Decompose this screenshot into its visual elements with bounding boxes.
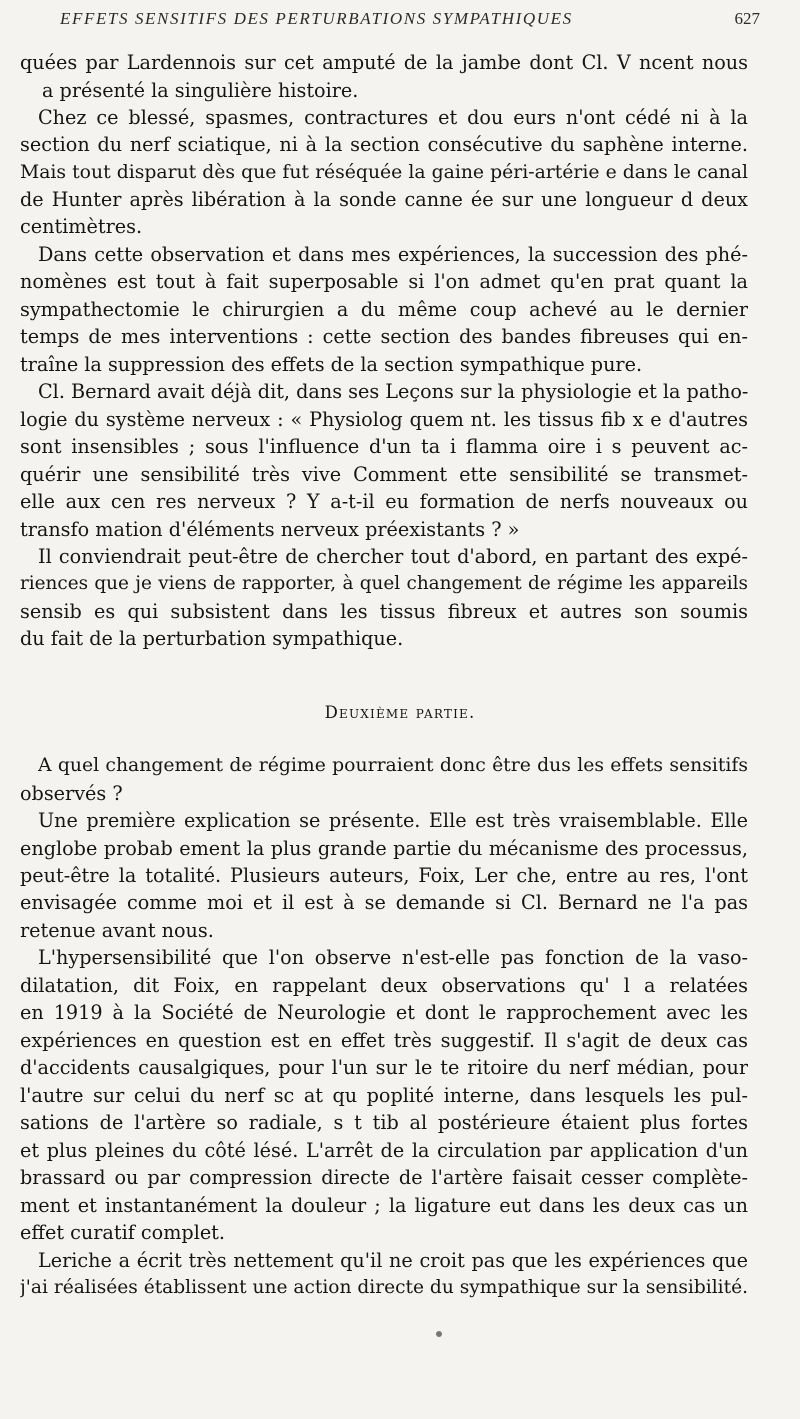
text-line: Chez ce blessé, spasmes, contractures et dou eurs n'ont cédé ni à la: [38, 106, 748, 129]
text-line: en 1919 à la Société de Neurologie et dont le rapprochement avec les: [20, 1001, 748, 1024]
text-line: dilatation, dit Foix, en rappelant deux observations qu' l a relatées: [20, 974, 748, 997]
text-line: transfo mation d'éléments nerveux préexistants ? »: [20, 518, 520, 541]
text-line: L'hypersensibilité que l'on observe n'est-elle pas fonction de la vaso-: [38, 946, 748, 969]
text-line: Mais tout disparut dès que fut réséquée la gaine péri-artérie e dans le canal: [20, 162, 748, 183]
text-line: de Hunter après libération à la sonde canne ée sur une longueur d deux: [20, 188, 748, 211]
text-line: sympathectomie le chirurgien a du même coup achevé au le dernier: [20, 298, 748, 321]
text-line: brassard ou par compression directe de l'artère faisait cesser complète-: [20, 1166, 748, 1189]
text-line: Il conviendrait peut-être de chercher tout d'abord, en partant des expé-: [38, 545, 748, 568]
text-line: traîne la suppression des effets de la section sympathique pure.: [20, 353, 643, 376]
page-number: 627: [734, 9, 760, 28]
text-line: ment et instantanément la douleur ; la ligature eut dans les deux cas un: [20, 1194, 748, 1217]
text-line: j'ai réalisées établissent une action directe du sympathique sur la sensibilité.: [20, 1277, 748, 1298]
text-line: sations de l'artère so radiale, s t tib al postérieure étaient plus fortes: [20, 1111, 748, 1134]
text-line: expériences en question est en effet très suggestif. Il s'agit de deux cas: [20, 1029, 748, 1052]
text-line: sont insensibles ; sous l'influence d'un ta i flamma oire i s peuvent ac-: [20, 435, 748, 458]
text-line: retenue avant nous.: [20, 919, 214, 942]
text-line: effet curatif complet.: [20, 1221, 225, 1244]
running-head: [60, 9, 760, 29]
section-heading: [0, 703, 800, 722]
text-line: et plus pleines du côté lésé. L'arrêt de la circulation par application d'un: [20, 1139, 748, 1162]
ink-speck: [436, 1331, 442, 1337]
text-line: l'autre sur celui du nerf sc at qu poplité interne, dans lesquels les pul-: [20, 1084, 748, 1107]
text-line: peut-être la totalité. Plusieurs auteurs, Foix, Ler che, entre au res, l'ont: [20, 864, 748, 887]
text-line: A quel changement de régime pourraient donc être dus les effets sensitifs: [38, 755, 748, 776]
text-line: logie du système nerveux : « Physiolog quem nt. les tissus fib x e d'autres: [20, 408, 748, 431]
text-line: Dans cette observation et dans mes expériences, la succession des phé-: [38, 243, 748, 266]
section-heading-text: Deuxième partie.: [324, 703, 476, 722]
text-line: sensib es qui subsistent dans les tissus fibreux et autres son soumis: [20, 600, 748, 623]
running-head-title: EFFETS SENSITIFS DES PERTURBATIONS SYMPATHIQUES: [60, 9, 573, 28]
text-line: Leriche a écrit très nettement qu'il ne croit pas que les expériences que: [38, 1249, 748, 1272]
text-line: quées par Lardennois sur cet amputé de la jambe dont Cl. V ncent nous: [20, 51, 748, 74]
text-line: observés ?: [20, 782, 123, 805]
text-line: englobe probab ement la plus grande partie du mécanisme des processus,: [20, 837, 748, 860]
text-line: riences que je viens de rapporter, à quel changement de régime les appareils: [20, 573, 748, 594]
text-line: centimètres.: [20, 215, 143, 238]
text-line: quérir une sensibilité très vive Comment ette sensibilité se transmet-: [20, 463, 748, 486]
text-line: nomènes est tout à fait superposable si l'on admet qu'en prat quant la: [20, 270, 748, 293]
text-line: temps de mes interventions : cette section des bandes fibreuses qui en-: [20, 325, 748, 348]
text-line: d'accidents causalgiques, pour l'un sur le te ritoire du nerf médian, pour: [20, 1056, 748, 1079]
text-line: Cl. Bernard avait déjà dit, dans ses Leçons sur la physiologie et la patho-: [38, 380, 748, 403]
text-line: elle aux cen res nerveux ? Y a-t-il eu formation de nerfs nouveaux ou: [20, 490, 748, 513]
text-line: du fait de la perturbation sympathique.: [20, 627, 404, 650]
text-line: section du nerf sciatique, ni à la section consécutive du saphène interne.: [20, 133, 748, 156]
text-line: Une première explication se présente. Elle est très vraisemblable. Elle: [38, 809, 748, 832]
text-line: envisagée comme moi et il est à se demande si Cl. Bernard ne l'a pas: [20, 891, 748, 914]
text-line: a présenté la singulière histoire.: [42, 79, 359, 102]
